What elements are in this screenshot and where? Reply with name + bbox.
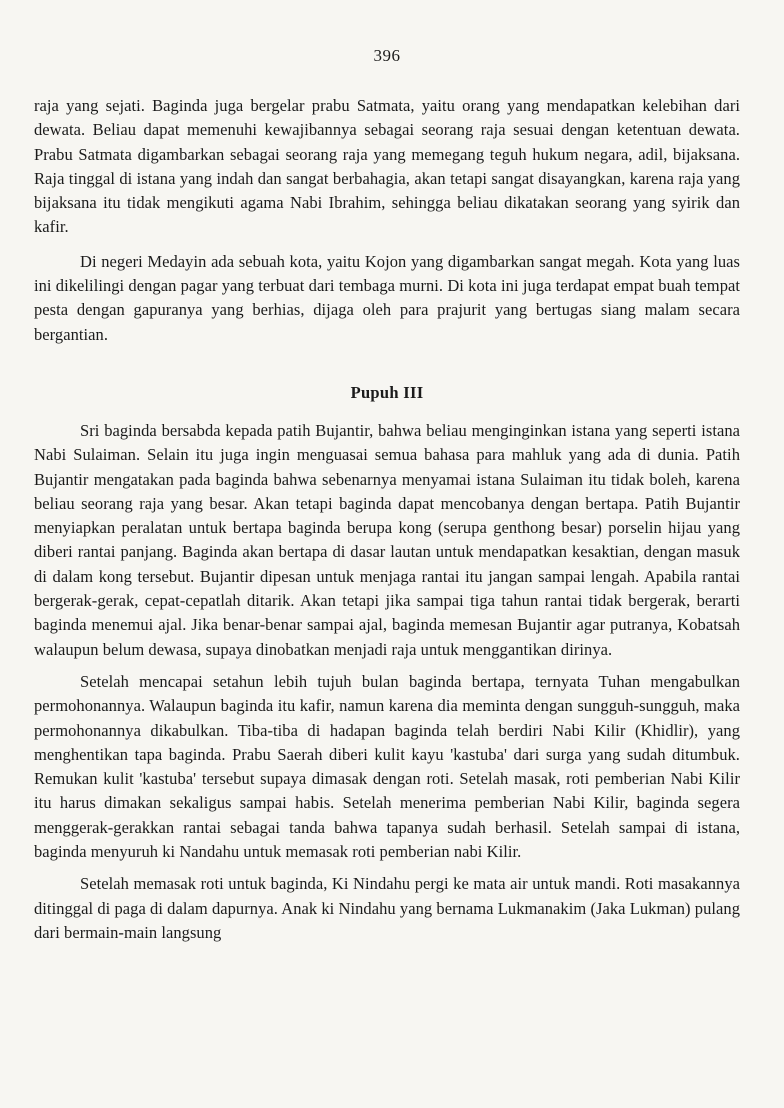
paragraph-bujantir: Sri baginda bersabda kepada patih Bujantir, bahwa beliau menginginkan istana yang seperti istana Nabi Sulaiman. Selain itu juga ingin menguasai semua bahasa para mahluk yang ada di dunia. Patih Bujantir mengatakan pada baginda bahwa sebenarnya menyamai istana Sulaiman itu tidak boleh, karena beliau seorang raja yang besar. Akan tetapi baginda dapat mencobanya dengan bertapa. Patih Bujantir menyiapkan peralatan untuk bertapa baginda berupa kong (serupa genthong besar) porselin hijau yang diberi rantai panjang. Baginda akan bertapa di dasar lautan untuk mendapatkan kesaktian, dengan masuk di dalam kong tersebut. Bujantir dipesan untuk menjaga rantai itu jangan sampai lengah. Apabila rantai bergerak-gerak, cepat-cepatlah ditarik. Akan tetapi jika sampai tiga tahun rantai tidak bergerak, berarti baginda menemui ajal. Jika benar-benar sampai ajal, baginda memesan Bujantir agar putranya, Kobatsah walaupun belum dewasa, supaya dinobatkan menjadi raja untuk menggantikan dirinya.: [34, 420, 740, 659]
page-number: 396: [373, 46, 401, 65]
paragraph-intro-continued: raja yang sejati. Baginda juga bergelar prabu Satmata, yaitu orang yang mendapatkan kelebihan dari dewata. Beliau dapat memenuhi kewajibannya sebagai seorang raja sesuai dengan ketentuan dewata. Prabu Satmata digambarkan sebagai seorang raja yang memegang teguh hukum negara, adil, bijaksana. Raja tinggal di istana yang indah dan sangat berbahagia, akan tetapi sangat disayangkan, karena raja yang bijaksana itu tidak mengikuti agama Nabi Ibrahim, sehingga beliau dikatakan seorang yang syirik dan kafir.: [34, 96, 740, 237]
paragraph-medayin: Di negeri Medayin ada sebuah kota, yaitu Kojon yang digambarkan sangat megah. Kota yang luas ini dikelilingi dengan pagar yang terbuat dari tembaga murni. Di kota ini juga terdapat empat buah tempat pesta dengan gapuranya yang berhias, dijaga oleh para prajurit yang bertugas siang malam secara bergantian.: [34, 251, 740, 344]
section-heading: Pupuh III: [350, 382, 424, 402]
paragraph-nabi-kilir: Setelah mencapai setahun lebih tujuh bulan baginda bertapa, ternyata Tuhan mengabulkan permohonannya. Walaupun baginda itu kafir, namun karena dia meminta dengan sungguh-sungguh, maka permohonannya dikabulkan. Tiba-tiba di hadapan baginda telah berdiri Nabi Kilir (Khidlir), yang menghentikan tapa baginda. Prabu Saerah diberi kulit kayu 'kastuba' dari surga yang sudah ditumbuk. Remukan kulit 'kastuba' tersebut supaya dimasak dengan roti. Setelah masak, roti pemberian Nabi Kilir itu harus dimakan sekaligus sampai habis. Setelah menerima pemberian Nabi Kilir, baginda segera menggerak-gerakkan rantai sebagai tanda bahwa tapanya sudah berhasil. Setelah sampai di istana, baginda menyuruh ki Nandahu untuk memasak roti pemberian nabi Kilir.: [34, 671, 740, 862]
paragraph-nindahu: Setelah memasak roti untuk baginda, Ki Nindahu pergi ke mata air untuk mandi. Roti masakannya ditinggal di paga di dalam dapurnya. Anak ki Nindahu yang bernama Lukmanakim (Jaka Lukman) pulang dari bermain-main langsung: [34, 874, 740, 942]
